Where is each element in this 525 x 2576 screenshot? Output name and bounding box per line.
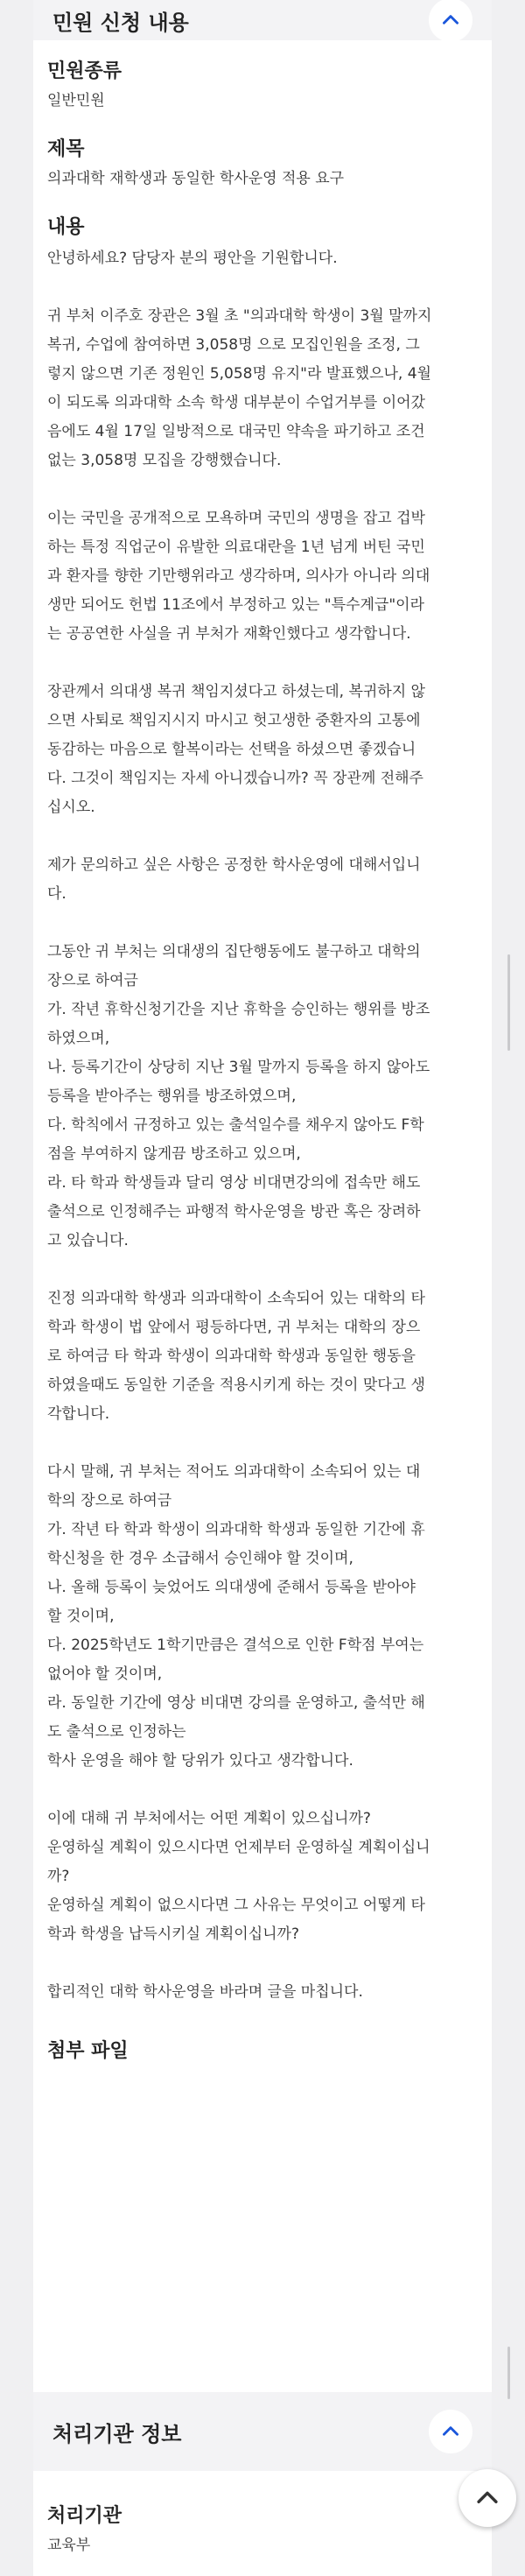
content-line: 운영하실 계획이 있으시다면 언제부터 운영하실 계획이십니 [47,1839,430,1856]
content-line: 등록을 받아주는 행위를 방조하였으며, [47,1087,297,1105]
content-paragraph [47,678,474,822]
petition-subject-label: 제목 [47,138,85,160]
content-line: 다. [47,885,66,903]
content-paragraph [47,1978,474,2007]
content-line: 라. 동일한 기간에 영상 비대면 강의를 운영하고, 출석만 해 [47,1694,425,1712]
petition-section-title: 민원 신청 내용 [52,10,189,35]
content-line: 안녕하세요? 담당자 분의 평안을 기원합니다. [47,250,338,267]
scrollbar-thumb-lower[interactable] [508,2347,510,2399]
collapse-org-button[interactable] [429,2410,472,2453]
content-line: 하였으며, [47,1030,110,1047]
content-line: 동감하는 마음으로 할복이라는 선택을 하셨으면 좋겠습니 [47,741,416,758]
content-paragraph [47,1284,474,1429]
content-paragraph [47,244,474,273]
content-line: 학사 운영을 해야 할 당위가 있다고 생각합니다. [47,1752,354,1770]
content-paragraph [47,302,474,475]
content-line: 그동안 귀 부처는 의대생의 집단행동에도 불구하고 대학의 [47,943,421,961]
petition-section-header[interactable] [33,0,492,40]
chevron-up-icon [439,9,462,32]
content-line: 운영하실 계획이 없으시다면 그 사유는 무엇이고 어떻게 타 [47,1897,425,1914]
content-line: 로 하여금 타 학과 학생이 의과대학 학생과 동일한 행동을 [47,1348,416,1365]
content-line: 귀 부처 이주호 장관은 3월 초 "의과대학 학생이 3월 말까지 [47,307,432,325]
petition-type-label: 민원종류 [47,60,122,82]
content-line: 라. 타 학과 학생들과 달리 영상 비대면강의에 접속만 해도 [47,1174,421,1192]
content-line: 학과 학생을 납득시키실 계획이십니까? [47,1925,299,1943]
content-line: 이에 대해 귀 부처에서는 어떤 계획이 있으십니까? [47,1810,371,1827]
content-line: 합리적인 대학 학사운영을 바라며 글을 마칩니다. [47,1983,363,2001]
content-line: 출석으로 인정해주는 파행적 학사운영을 방관 혹은 장려하 [47,1203,421,1221]
petition-content [33,40,492,2063]
content-line: 렇지 않으면 기존 정원인 5,058명 유지"라 발표했으나, 4월 [47,365,431,383]
content-line: 점을 부여하지 않게끔 방조하고 있으며, [47,1145,301,1163]
content-line: 장관께서 의대생 복귀 책임지셨다고 하셨는데, 복귀하지 않 [47,683,425,700]
content-line: 각합니다. [47,1405,110,1423]
content-line: 으면 사퇴로 책임지시지 마시고 헛고생한 중환자의 고통에 [47,712,421,729]
agency-field [47,2501,122,2558]
scroll-to-top-button[interactable] [458,2469,516,2527]
content-line: 학의 장으로 하여금 [47,1492,172,1510]
petition-content-field [47,212,474,2007]
content-line: 학과 학생이 법 앞에서 평등하다면, 귀 부처는 대학의 장으 [47,1319,421,1336]
content-line: 음에도 4월 17일 일방적으로 대국민 약속을 파기하고 조건 [47,423,425,440]
content-line: 없는 3,058명 모집을 강행했습니다. [47,452,282,469]
content-paragraph [47,1805,474,1949]
content-line: 다. 학칙에서 규정하고 있는 출석일수를 채우지 않아도 F학 [47,1116,424,1134]
content-line: 이 되도록 의과대학 소속 학생 대부분이 수업거부를 이어갔 [47,394,425,412]
attachment-label: 첨부 파일 [47,2040,129,2062]
content-line: 도 출석으로 인정하는 [47,1723,186,1741]
content-paragraph [47,851,474,909]
agency-value: 교육부 [47,2537,91,2554]
content-line: 까? [47,1868,70,1885]
content-line: 이는 국민을 공개적으로 모욕하며 국민의 생명을 잡고 겁박 [47,510,425,527]
petition-subject-value: 의과대학 재학생과 동일한 학사운영 적용 요구 [47,170,345,187]
chevron-up-icon [439,2420,462,2443]
content-line: 는 공공연한 사실을 귀 부처가 재확인했다고 생각합니다. [47,625,411,643]
content-line: 다. 그것이 책임지는 자세 아니겠습니까? 꼭 장관께 전해주 [47,770,424,787]
content-line: 할 것이며, [47,1608,115,1625]
petition-type-field [47,56,474,113]
content-line: 학신청을 한 경우 소급해서 승인해야 할 것이며, [47,1550,354,1567]
agency-label: 처리기관 [47,2505,122,2527]
content-paragraph [47,504,474,649]
content-line: 복귀, 수업에 참여하면 3,058명 으로 모집인원을 조정, 그 [47,336,420,354]
petition-type-value: 일반민원 [47,92,105,109]
page [33,0,492,2576]
collapse-petition-button[interactable] [429,0,472,42]
content-line: 가. 작년 타 학과 학생이 의과대학 학생과 동일한 기간에 휴 [47,1521,425,1538]
petition-subject-field [47,134,474,191]
content-paragraph [47,1458,474,1776]
content-line: 고 있습니다. [47,1232,129,1249]
content-line: 하였을때도 동일한 기준을 적용시키게 하는 것이 맞다고 생 [47,1376,425,1394]
content-line: 나. 올해 등록이 늦었어도 의대생에 준해서 등록을 받아야 [47,1579,416,1596]
org-section-header[interactable] [33,2392,492,2471]
content-line: 없어야 할 것이며, [47,1665,163,1683]
content-line: 가. 작년 휴학신청기간을 지난 휴학을 승인하는 행위를 방조 [47,1001,430,1018]
content-paragraph [47,938,474,1256]
content-line: 제가 문의하고 싶은 사항은 공정한 학사운영에 대해서입니 [47,856,421,874]
scrollbar-thumb[interactable] [508,954,510,1051]
content-line: 십시오. [47,799,95,816]
content-line: 장으로 하여금 [47,972,138,989]
petition-content-body [47,244,474,2007]
content-line: 다. 2025학년도 1학기만큼은 결석으로 인한 F학점 부여는 [47,1636,424,1654]
content-line: 생만 되어도 헌법 11조에서 부정하고 있는 "특수계급"이라 [47,596,424,614]
content-line: 다시 말해, 귀 부처는 적어도 의과대학이 소속되어 있는 대 [47,1463,421,1481]
content-line: 과 환자를 향한 기만행위라고 생각하며, 의사가 아니라 의대 [47,567,430,585]
content-line: 나. 등록기간이 상당히 지난 3월 말까지 등록을 하지 않아도 [47,1059,430,1076]
org-section-title: 처리기관 정보 [52,2421,182,2446]
petition-content-label: 내용 [47,216,85,238]
content-line: 하는 특정 직업군이 유발한 의료대란을 1년 넘게 버틴 국민 [47,538,425,556]
content-line: 진정 의과대학 학생과 의과대학이 소속되어 있는 대학의 타 [47,1290,425,1307]
chevron-up-icon [472,2483,502,2513]
